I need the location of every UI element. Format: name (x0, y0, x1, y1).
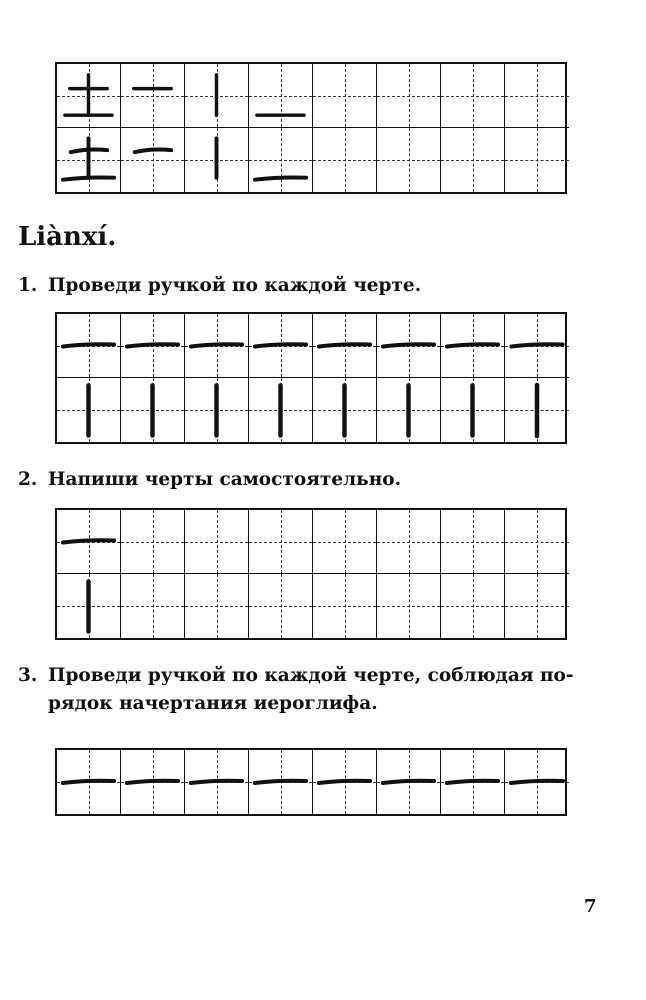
grid-cell (313, 64, 377, 128)
tu-step-1-print-stroke-icon (57, 64, 120, 127)
tu-step-4-print-stroke-icon (249, 64, 312, 127)
grid-cell (121, 64, 185, 128)
grid-cell (185, 314, 249, 378)
grid-cell (313, 378, 377, 442)
grid-cell (505, 128, 569, 192)
grid-cell (377, 378, 441, 442)
grid-cell (57, 64, 121, 128)
shu-stroke-icon (505, 378, 569, 442)
grid-cell (505, 750, 569, 814)
task-2-text: Напиши черты самостоятельно. (48, 469, 402, 490)
grid-cell (441, 750, 505, 814)
grid-cell (313, 750, 377, 814)
heng-stroke-icon (185, 750, 248, 814)
heng-stroke-icon (313, 750, 376, 814)
heng-stroke-icon (57, 314, 120, 377)
grid-cell (377, 128, 441, 192)
heng-stroke-icon (185, 314, 248, 377)
grid-cell (377, 64, 441, 128)
heng-stroke-icon (249, 314, 312, 377)
section-heading-lianxi: Liànxí. (18, 222, 117, 252)
grid-cell (441, 64, 505, 128)
heng-stroke-icon (249, 750, 312, 814)
grid-cell (185, 750, 249, 814)
task-1-number: 1. (18, 275, 38, 296)
grid-cell (249, 510, 313, 574)
grid-cell (121, 510, 185, 574)
shu-stroke-icon (57, 378, 120, 442)
trace-strokes-grid (55, 312, 567, 444)
grid-cell (505, 574, 569, 638)
grid-cell (249, 128, 313, 192)
grid-cell (441, 510, 505, 574)
shu-stroke-icon (377, 378, 440, 442)
grid-cell (185, 128, 249, 192)
grid-cell (185, 378, 249, 442)
page-number: 7 (584, 896, 597, 917)
grid-cell (505, 314, 569, 378)
grid-cell (57, 378, 121, 442)
tu-step-2-hand-stroke-icon (121, 128, 184, 192)
heng-stroke-icon (121, 314, 184, 377)
grid-cell (57, 750, 121, 814)
grid-cell (313, 128, 377, 192)
shu-stroke-icon (313, 378, 376, 442)
grid-cell (313, 574, 377, 638)
grid-cell (121, 314, 185, 378)
tu-step-3-hand-stroke-icon (185, 128, 248, 192)
grid-cell (505, 64, 569, 128)
grid-cell (121, 378, 185, 442)
grid-cell (121, 128, 185, 192)
grid-cell (441, 128, 505, 192)
grid-cell (57, 574, 121, 638)
grid-cell (121, 750, 185, 814)
grid-cell (441, 378, 505, 442)
grid-cell (185, 64, 249, 128)
heng-stroke-icon (377, 750, 440, 814)
task-2 (18, 466, 401, 494)
grid-cell (57, 314, 121, 378)
heng-stroke-icon (313, 314, 376, 377)
grid-cell (249, 378, 313, 442)
stroke-order-grid-tu (55, 62, 567, 194)
heng-stroke-icon (377, 314, 440, 377)
shu-stroke-icon (441, 378, 504, 442)
tu-step-3-print-stroke-icon (185, 64, 248, 127)
grid-cell (57, 510, 121, 574)
grid-cell (121, 574, 185, 638)
task-1 (18, 272, 421, 300)
task-2-number: 2. (18, 469, 38, 490)
grid-cell (313, 510, 377, 574)
task-3-text-line2: рядок начертания иероглифа. (48, 693, 378, 714)
grid-cell (377, 314, 441, 378)
grid-cell (57, 128, 121, 192)
tu-step-2-print-stroke-icon (121, 64, 184, 127)
shu-stroke-icon (57, 574, 120, 638)
heng-stroke-icon (441, 750, 504, 814)
heng-stroke-icon (505, 314, 569, 377)
grid-cell (249, 314, 313, 378)
shu-stroke-icon (249, 378, 312, 442)
tu-step-1-hand-stroke-icon (57, 128, 120, 192)
write-strokes-grid (55, 508, 567, 640)
grid-cell (249, 574, 313, 638)
heng-stroke-icon (57, 510, 120, 573)
grid-cell (185, 574, 249, 638)
grid-cell (377, 750, 441, 814)
heng-stroke-icon (505, 750, 569, 814)
grid-cell (377, 574, 441, 638)
grid-cell (249, 64, 313, 128)
task-1-text: Проведи ручкой по каждой черте. (48, 275, 422, 296)
heng-stroke-icon (121, 750, 184, 814)
grid-cell (441, 574, 505, 638)
grid-cell (505, 378, 569, 442)
task-3-text: Проведи ручкой по каждой черте, соблюдая по- (48, 665, 574, 686)
grid-cell (441, 314, 505, 378)
task-3-number: 3. (18, 665, 38, 686)
grid-cell (185, 510, 249, 574)
trace-stroke-order-grid (55, 748, 567, 816)
shu-stroke-icon (121, 378, 184, 442)
grid-cell (377, 510, 441, 574)
heng-stroke-icon (57, 750, 120, 814)
tu-step-4-hand-stroke-icon (249, 128, 312, 192)
grid-cell (313, 314, 377, 378)
shu-stroke-icon (185, 378, 248, 442)
task-3 (18, 662, 574, 718)
heng-stroke-icon (441, 314, 504, 377)
grid-cell (505, 510, 569, 574)
grid-cell (249, 750, 313, 814)
